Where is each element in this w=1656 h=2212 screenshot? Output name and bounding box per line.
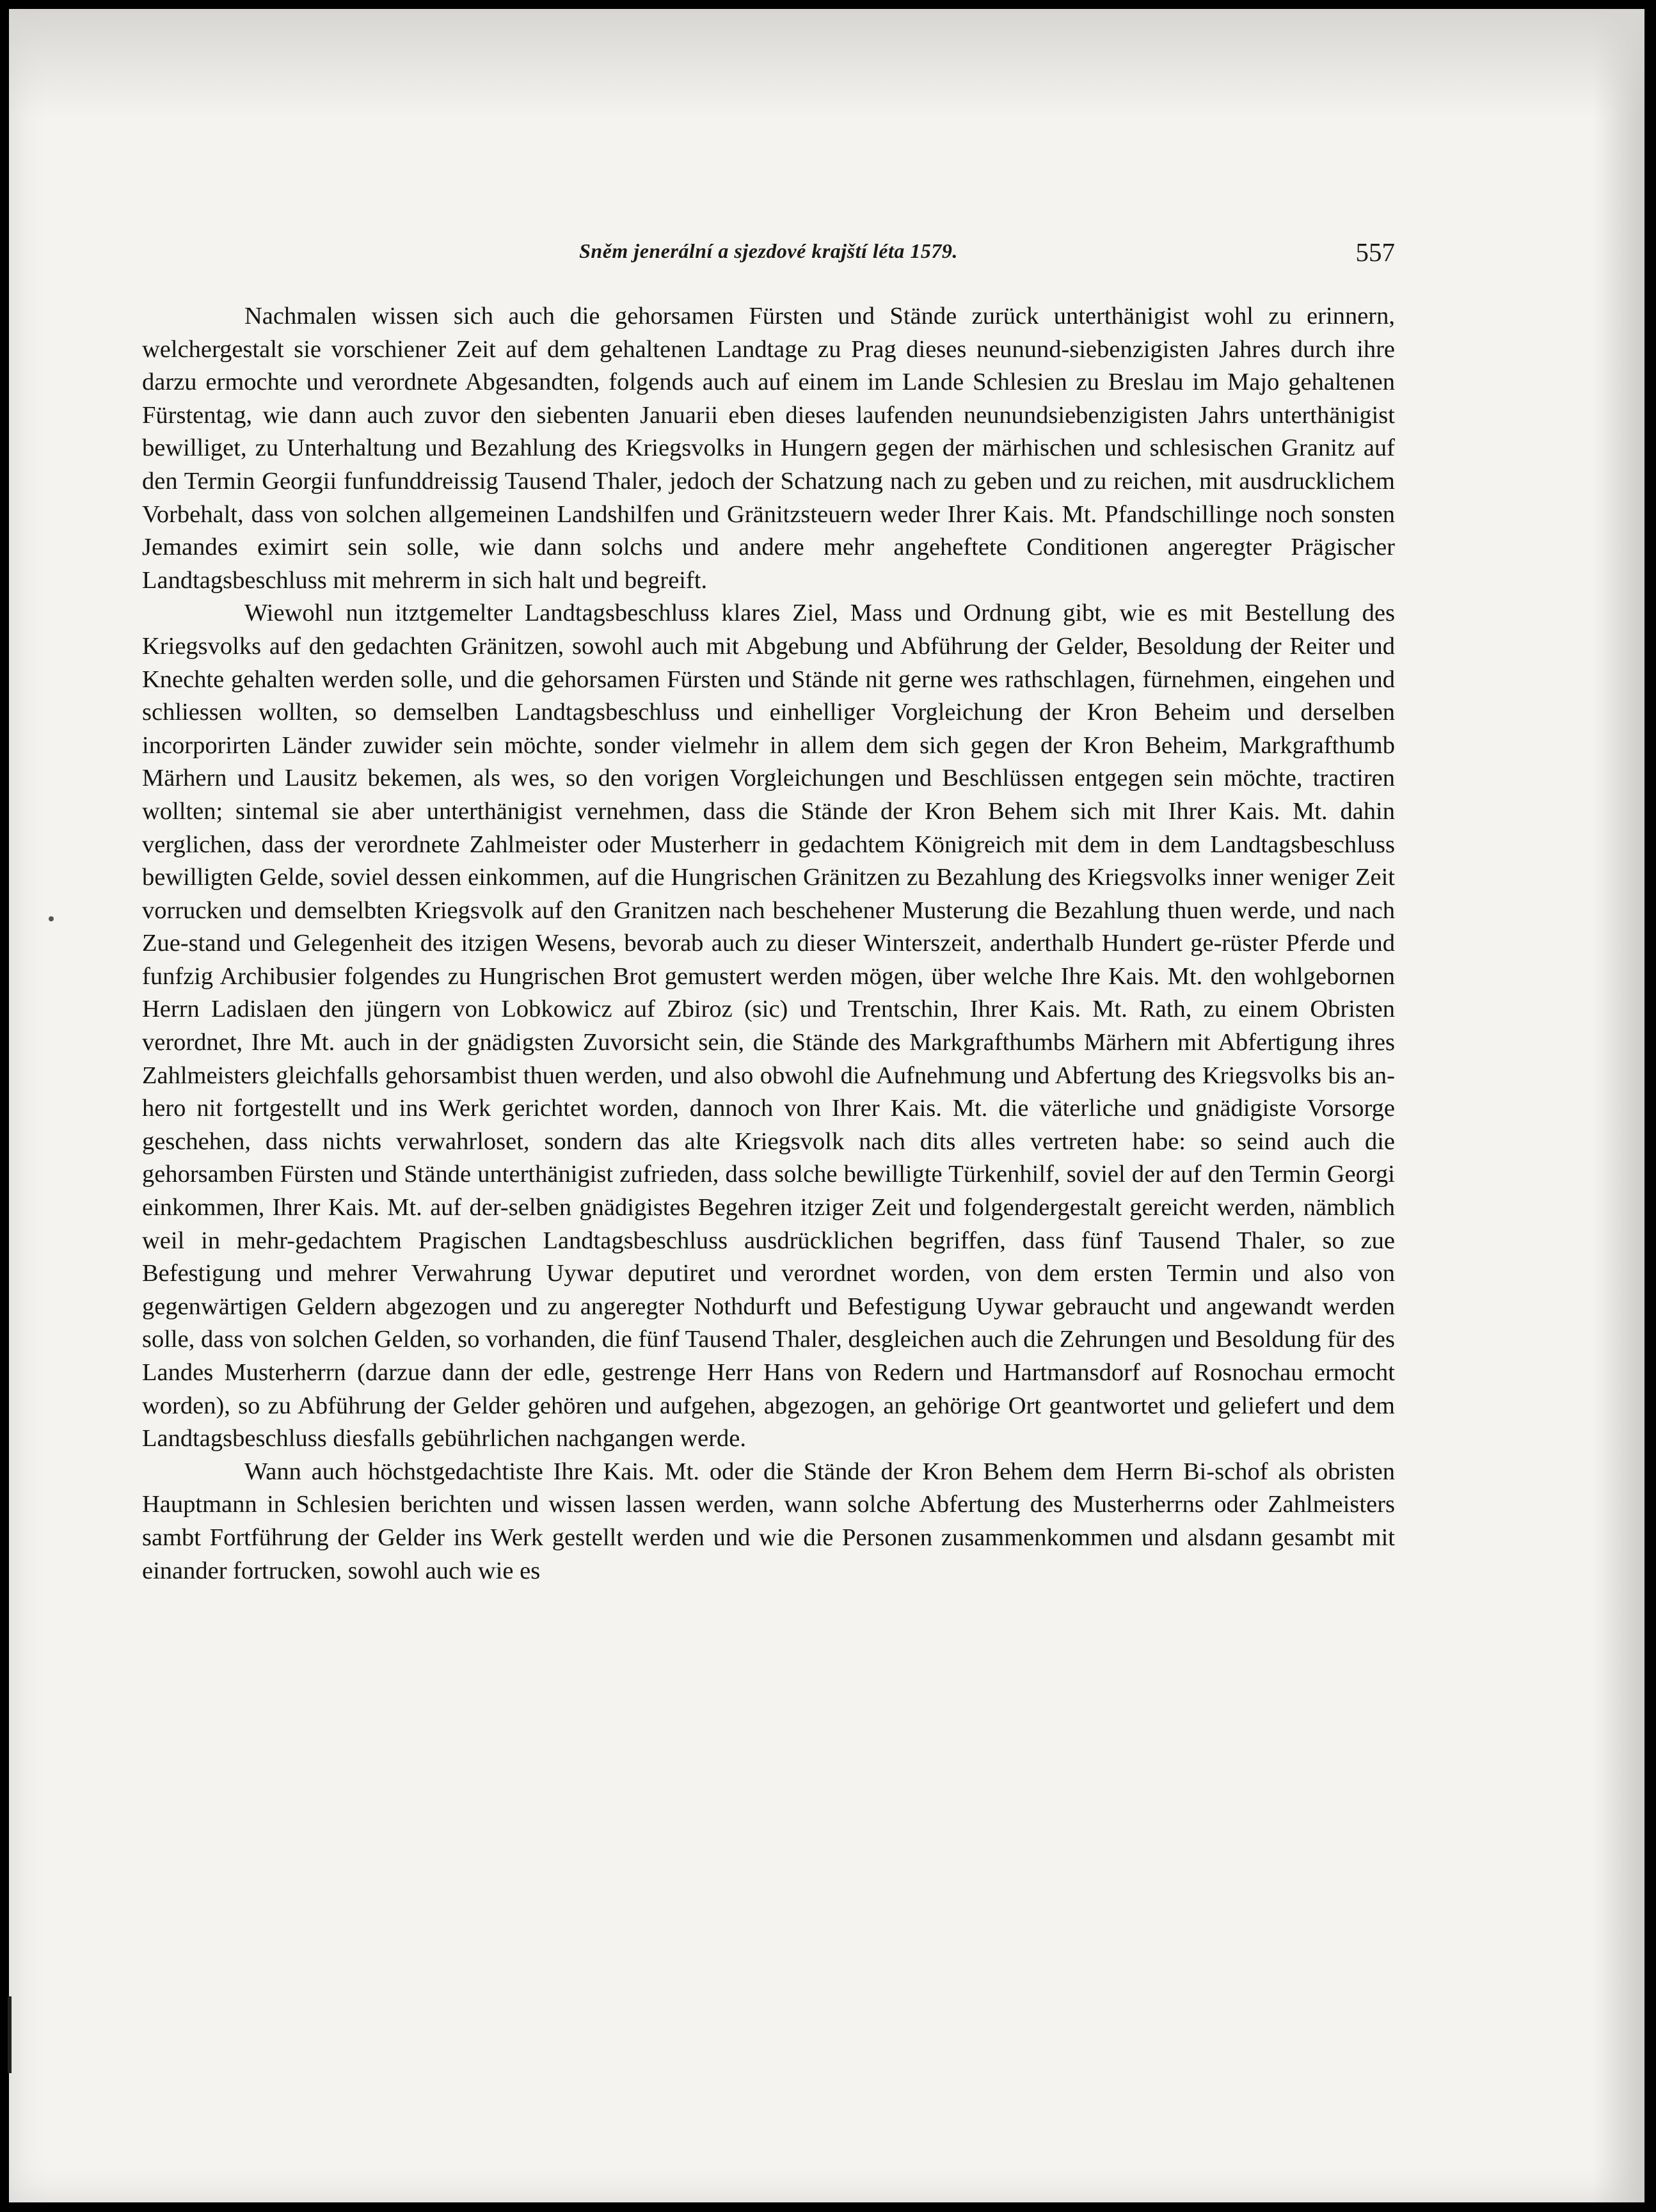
scan-edge-mark	[8, 1996, 12, 2073]
page-header	[142, 237, 1395, 275]
paragraph: Wann auch höchstgedachtiste Ihre Kais. Mt. oder die Stände der Kron Behem dem Herrn Bi-schof als obristen Hauptmann in Schlesien berichten und wissen lassen werden, wann solche Abfertung des Musterherrns oder Zahlmeisters sambt Fortführung der Gelder ins Werk gestellt werden und wie die Personen zusammenkommen und alsdann gesambt mit einander fortrucken, sowohl auch wie es	[142, 1458, 1395, 1584]
paragraph: Wiewohl nun itztgemelter Landtagsbeschluss klares Ziel, Mass und Ordnung gibt, wie es mit Bestellung des Kriegsvolks auf den gedachten Gränitzen, sowohl auch mit Abgebung und Abführung der Gelder, Besoldung der Reiter und Knechte gehalten werden solle, und die gehorsamen Fürsten und Stände nit gerne wes rathschlagen, fürnehmen, eingehen und schliessen wollten, so demselben Landtagsbeschluss und einhelliger Vorgleichung der Kron Beheim und derselben incorporirten Länder zuwider sein möchte, sonder vielmehr in allem dem sich gegen der Kron Beheim, Markgrafthumb Märhern und Lausitz bekemen, als wes, so den vorigen Vorgleichungen und Beschlüssen entgegen sein möchte, tractiren wollten; sintemal sie aber unterthänigist vernehmen, dass die Stände der Kron Behem sich mit Ihrer Kais. Mt. dahin verglichen, dass der verordnete Zahlmeister oder Musterherr in gedachtem Königreich mit dem in dem Landtagsbeschluss bewilligten Gelde, soviel dessen einkommen, auf die Hungrischen Gränitzen zu Bezahlung des Kriegsvolks inner weniger Zeit vorrucken und demselbten Kriegsvolk auf den Granitzen nach beschehener Musterung die Bezahlung thuen werde, und nach Zue-stand und Gelegenheit des itzigen Wesens, bevorab auch zu dieser Winterszeit, anderthalb Hundert ge-rüster Pferde und funfzig Archibusier folgendes zu Hungrischen Brot gemustert werden mögen, über welche Ihre Kais. Mt. den wohlgebornen Herrn Ladislaen den jüngern von Lobkowicz auf Zbiroz (sic) und Trentschin, Ihrer Kais. Mt. Rath, zu einem Obristen verordnet, Ihre Mt. auch in der gnädigsten Zuvorsicht sein, die Stände des Markgrafthumbs Märhern mit Abfertigung ihres Zahlmeisters gleichfalls gehorsambist thuen werden, und also obwohl die Aufnehmung und Abfertung des Kriegsvolks bis an-hero nit fortgestellt und ins Werk gerichtet worden, dannoch von Ihrer Kais. Mt. die väterliche und gnädigiste Vorsorge geschehen, dass nichts verwahrloset, sondern das alte Kriegsvolk nach dits alles vertreten habe: so seind auch die gehorsamben Fürsten und Stände unterthänigist zufrieden, dass solche bewilligte Türkenhilf, soviel der auf den Termin Georgi einkommen, Ihrer Kais. Mt. auf der-selben gnädigistes Begehren itziger Zeit und folgendergestalt gereicht werden, nämblich weil in mehr-gedachtem Pragischen Landtagsbeschluss ausdrücklichen begriffen, dass fünf Tausend Thaler, so zue Befestigung und mehrer Verwahrung Uywar deputiret und verordnet worden, von dem ersten Termin und also von gegenwärtigen Geldern abgezogen und zu angeregter Nothdurft und Befestigung Uywar gebraucht und angewandt werden solle, dass von solchen Gelden, so vorhanden, die fünf Tausend Thaler, desgleichen auch die Zehrungen und Besoldung für des Landes Musterherrn (darzue dann der edle, gestrenge Herr Hans von Redern und Hartmansdorf auf Rosnochau ermocht worden), so zu Abführung der Gelder gehören und aufgehen, abgezogen, an gehörige Ort geantwortet und geliefert und dem Landtagsbeschluss diesfalls gebührlichen nachgangen werde.	[142, 600, 1395, 1452]
paragraph: Nachmalen wissen sich auch die gehorsamen Fürsten und Stände zurück unterthänigist wohl zu erinnern, welchergestalt sie vorschiener Zeit auf dem gehaltenen Landtage zu Prag dieses neunund-siebenzigisten Jahres durch ihre darzu ermochte und verordnete Abgesandten, folgends auch auf einem im Lande Schlesien zu Breslau im Majo gehaltenen Fürstentag, wie dann auch zuvor den siebenten Januarii eben dieses laufenden neunundsiebenzigisten Jahrs unterthänigist bewilliget, zu Unterhaltung und Bezahlung des Kriegsvolks in Hungern gegen der märhischen und schlesischen Granitz auf den Termin Georgii funfunddreissig Tausend Thaler, jedoch der Schatzung nach zu geben und zu reichen, mit ausdrucklichem Vorbehalt, dass von solchen allgemeinen Landshilfen und Gränitzsteuern weder Ihrer Kais. Mt. Pfandschillinge noch sonsten Jemandes eximirt sein solle, wie dann solchs und andere mehr angeheftete Conditionen angeregter Prägischer Landtagsbeschluss mit mehrerm in sich halt und begreift.	[142, 303, 1395, 594]
scan-speck	[49, 916, 54, 921]
page-number: 557	[1355, 237, 1395, 267]
body-text	[142, 300, 1395, 1587]
running-title: Sněm jenerální a sjezdové krajští léta 1579.	[579, 239, 958, 262]
